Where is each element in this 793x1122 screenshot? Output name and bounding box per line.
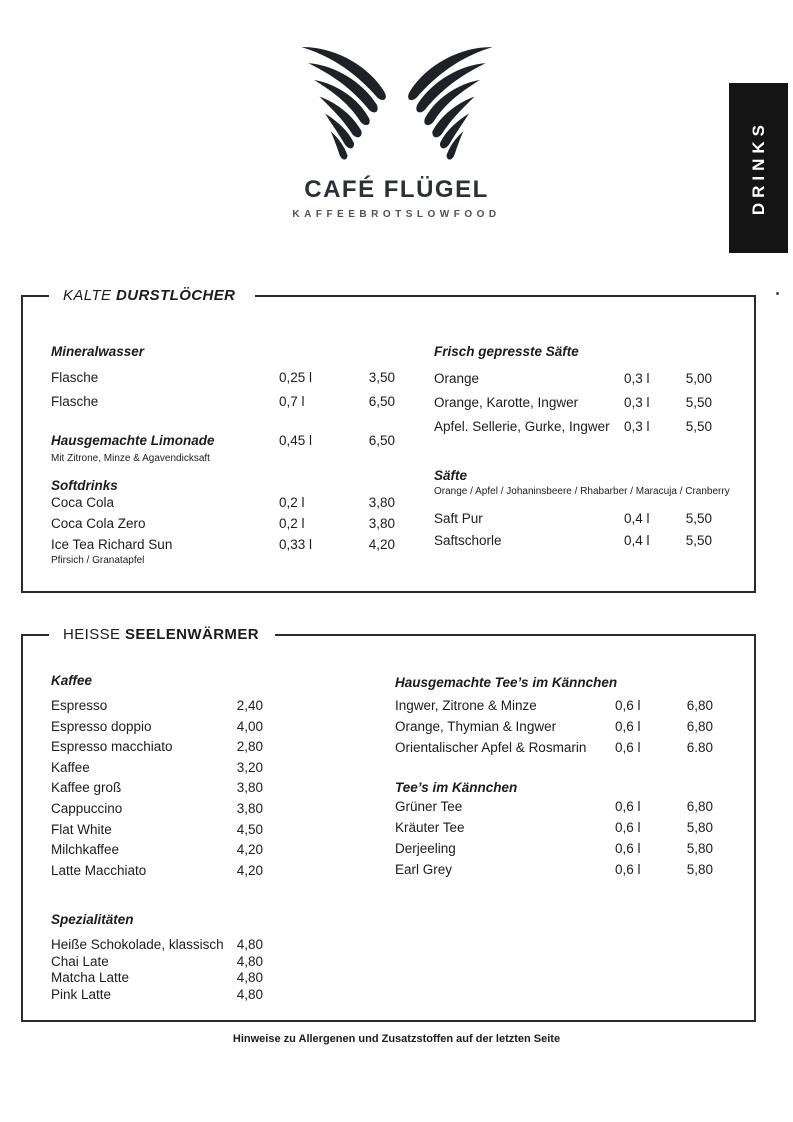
menu-group bbox=[51, 478, 395, 566]
item-row bbox=[51, 698, 263, 719]
group-heading-row bbox=[51, 673, 263, 688]
item-row bbox=[51, 842, 263, 863]
item-price: 6,80 bbox=[686, 719, 713, 734]
group-heading-row bbox=[51, 478, 395, 493]
item-name: Ice Tea Richard Sun bbox=[51, 537, 173, 552]
item-name: Flasche bbox=[51, 394, 99, 409]
item-row bbox=[51, 937, 263, 953]
item-price: 4,20 bbox=[236, 842, 263, 858]
item-name: Espresso bbox=[51, 698, 108, 713]
section-title-bold: DURSTLÖCHER bbox=[115, 287, 236, 304]
item-name: Derjeeling bbox=[395, 841, 456, 856]
menu-group bbox=[395, 675, 713, 761]
item-name: Kräuter Tee bbox=[395, 820, 465, 835]
group-note: Orange / Apfel / Johaninsbeere / Rhabarber / Maracuja / Cranberry bbox=[434, 486, 730, 497]
item-name: Espresso macchiato bbox=[51, 739, 173, 755]
item-row bbox=[51, 516, 395, 537]
item-price: 4,50 bbox=[236, 821, 263, 837]
item-name: Kaffee bbox=[51, 759, 90, 775]
item-volume: 0,7 l bbox=[279, 394, 305, 409]
menu-group bbox=[434, 468, 730, 555]
item-volume: 0,6 l bbox=[615, 862, 641, 877]
item-name: Orientalischer Apfel & Rosmarin bbox=[395, 740, 587, 755]
item-row bbox=[434, 419, 712, 443]
section-title-bold: SEELENWÄRMER bbox=[125, 626, 259, 643]
group-heading: Spezialitäten bbox=[51, 912, 134, 928]
item-row bbox=[51, 394, 395, 418]
group-heading: Mineralwasser bbox=[51, 344, 145, 359]
item-price: 2,80 bbox=[236, 739, 263, 755]
item-price: 4,80 bbox=[236, 937, 263, 953]
group-heading-row bbox=[51, 433, 395, 453]
item-row bbox=[51, 954, 263, 970]
item-name: Saft Pur bbox=[434, 511, 483, 526]
item-row bbox=[434, 371, 712, 395]
item-price: 4,20 bbox=[236, 862, 263, 878]
item-row bbox=[395, 719, 713, 740]
item-price: 4,80 bbox=[236, 953, 263, 969]
section-title-light: HEISSE bbox=[63, 626, 121, 643]
item-name: Saftschorle bbox=[434, 533, 502, 548]
item-volume: 0,2 l bbox=[279, 495, 305, 510]
item-name: Orange, Thymian & Ingwer bbox=[395, 719, 557, 734]
item-price: 5,50 bbox=[685, 533, 712, 548]
group-heading: Säfte bbox=[434, 468, 468, 483]
item-name: Grüner Tee bbox=[395, 799, 463, 814]
brand-block bbox=[0, 42, 793, 220]
allergen-footer-note: Hinweise zu Allergenen und Zusatzstoffen auf der letzten Seite bbox=[232, 1033, 561, 1045]
item-volume: 0,45 l bbox=[279, 433, 313, 448]
item-row bbox=[434, 395, 712, 419]
item-price: 5,00 bbox=[685, 371, 712, 386]
group-heading-row bbox=[395, 780, 713, 795]
item-name: Cappuccino bbox=[51, 800, 123, 816]
menu-group bbox=[434, 344, 712, 443]
item-volume: 0,3 l bbox=[624, 371, 650, 386]
item-volume: 0,6 l bbox=[615, 841, 641, 856]
group-heading-row bbox=[434, 344, 712, 359]
item-price: 3,80 bbox=[368, 516, 395, 531]
item-row bbox=[395, 740, 713, 761]
group-heading-row bbox=[51, 912, 263, 927]
wings-icon bbox=[299, 42, 495, 170]
item-price: 5,50 bbox=[685, 395, 712, 410]
hot-left-column bbox=[51, 673, 263, 1003]
item-price: 4,80 bbox=[236, 986, 263, 1002]
group-heading-row bbox=[51, 344, 395, 359]
cold-left-column bbox=[51, 344, 395, 566]
item-row bbox=[51, 780, 263, 801]
item-price: 5,80 bbox=[686, 862, 713, 877]
item-name: Orange bbox=[434, 371, 480, 386]
item-row bbox=[51, 495, 395, 516]
item-volume: 0,6 l bbox=[615, 820, 641, 835]
item-name: Coca Cola Zero bbox=[51, 516, 146, 531]
item-row bbox=[51, 822, 263, 843]
item-volume: 0,6 l bbox=[615, 799, 641, 814]
item-price: 4,00 bbox=[236, 718, 263, 734]
item-price: 3,20 bbox=[236, 759, 263, 775]
brand-title: CAFÉ FLÜGEL bbox=[304, 176, 489, 203]
item-row bbox=[51, 801, 263, 822]
item-name: Apfel. Sellerie, Gurke, Ingwer bbox=[434, 419, 610, 434]
menu-group bbox=[51, 344, 395, 418]
group-heading: Frisch gepresste Säfte bbox=[434, 344, 579, 359]
item-price: 6.80 bbox=[686, 740, 713, 755]
item-price: 6,50 bbox=[368, 433, 395, 448]
item-price: 3,50 bbox=[368, 370, 395, 385]
group-heading: Tee’s im Kännchen bbox=[395, 780, 518, 795]
section-cold-drinks bbox=[21, 287, 756, 593]
drinks-tab bbox=[729, 83, 788, 253]
item-volume: 0,6 l bbox=[615, 719, 641, 734]
item-name: Espresso doppio bbox=[51, 718, 152, 734]
brand-subtitle: KAFFEEBROTSLOWFOOD bbox=[292, 209, 501, 220]
item-row bbox=[51, 970, 263, 986]
item-price: 3,80 bbox=[236, 800, 263, 816]
item-name: Flasche bbox=[51, 370, 99, 385]
item-row bbox=[395, 799, 713, 820]
item-name: Coca Cola bbox=[51, 495, 115, 510]
group-note: Mit Zitrone, Minze & Agavendicksaft bbox=[51, 453, 210, 464]
item-price: 3,80 bbox=[236, 780, 263, 796]
item-name: Chai Late bbox=[51, 953, 109, 969]
item-note: Pfirsich / Granatapfel bbox=[51, 555, 145, 566]
item-volume: 0,4 l bbox=[624, 533, 650, 548]
group-heading: Hausgemachte Limonade bbox=[51, 433, 215, 448]
item-row bbox=[434, 511, 712, 533]
item-volume: 0,3 l bbox=[624, 395, 650, 410]
item-price: 3,80 bbox=[368, 495, 395, 510]
item-name: Heiße Schokolade, klassisch bbox=[51, 937, 224, 953]
section-cold-title bbox=[49, 287, 255, 304]
item-price: 5,80 bbox=[686, 820, 713, 835]
item-price: 6,80 bbox=[686, 799, 713, 814]
item-row bbox=[51, 739, 263, 760]
item-volume: 0,4 l bbox=[624, 511, 650, 526]
item-row bbox=[395, 698, 713, 719]
item-name: Pink Latte bbox=[51, 986, 112, 1002]
section-hot-drinks bbox=[21, 626, 756, 1022]
item-name: Earl Grey bbox=[395, 862, 453, 877]
item-volume: 0,33 l bbox=[279, 537, 313, 552]
item-row bbox=[395, 841, 713, 862]
item-volume: 0,6 l bbox=[615, 740, 641, 755]
item-name: Ingwer, Zitrone & Minze bbox=[395, 698, 537, 713]
item-volume: 0,2 l bbox=[279, 516, 305, 531]
item-name: Kaffee groß bbox=[51, 780, 122, 796]
hot-right-column bbox=[395, 675, 713, 883]
group-heading-row bbox=[395, 675, 713, 690]
section-title-light: KALTE bbox=[63, 287, 112, 304]
item-volume: 0,3 l bbox=[624, 419, 650, 434]
item-price: 4,20 bbox=[368, 537, 395, 552]
item-name: Matcha Latte bbox=[51, 970, 130, 986]
item-row bbox=[434, 533, 712, 555]
item-price: 5,50 bbox=[685, 511, 712, 526]
item-row bbox=[51, 760, 263, 781]
group-heading: Hausgemachte Tee’s im Kännchen bbox=[395, 675, 618, 690]
menu-group bbox=[51, 433, 395, 464]
item-price: 5,80 bbox=[686, 841, 713, 856]
group-heading: Kaffee bbox=[51, 673, 93, 688]
cold-right-column bbox=[434, 344, 730, 555]
menu-group bbox=[51, 912, 263, 1003]
item-name: Milchkaffee bbox=[51, 842, 120, 858]
drinks-tab-label: DRINKS bbox=[748, 120, 768, 216]
item-row bbox=[51, 863, 263, 884]
item-price: 6,80 bbox=[686, 698, 713, 713]
item-price: 6,50 bbox=[368, 394, 395, 409]
item-row bbox=[395, 820, 713, 841]
group-heading-row bbox=[434, 468, 712, 483]
group-heading: Softdrinks bbox=[51, 478, 118, 493]
item-row bbox=[51, 370, 395, 394]
item-row bbox=[51, 987, 263, 1003]
item-volume: 0,25 l bbox=[279, 370, 313, 385]
section-hot-title bbox=[49, 626, 275, 643]
item-row bbox=[395, 862, 713, 883]
menu-group bbox=[395, 780, 713, 883]
item-name: Orange, Karotte, Ingwer bbox=[434, 395, 579, 410]
menu-group bbox=[51, 673, 263, 883]
item-price: 2,40 bbox=[236, 698, 263, 713]
item-price: 4,80 bbox=[236, 970, 263, 986]
item-row bbox=[51, 719, 263, 740]
item-name: Flat White bbox=[51, 821, 112, 837]
item-name: Latte Macchiato bbox=[51, 862, 147, 878]
item-price: 5,50 bbox=[685, 419, 712, 434]
print-artifact-dot bbox=[776, 292, 779, 295]
item-volume: 0,6 l bbox=[615, 698, 641, 713]
